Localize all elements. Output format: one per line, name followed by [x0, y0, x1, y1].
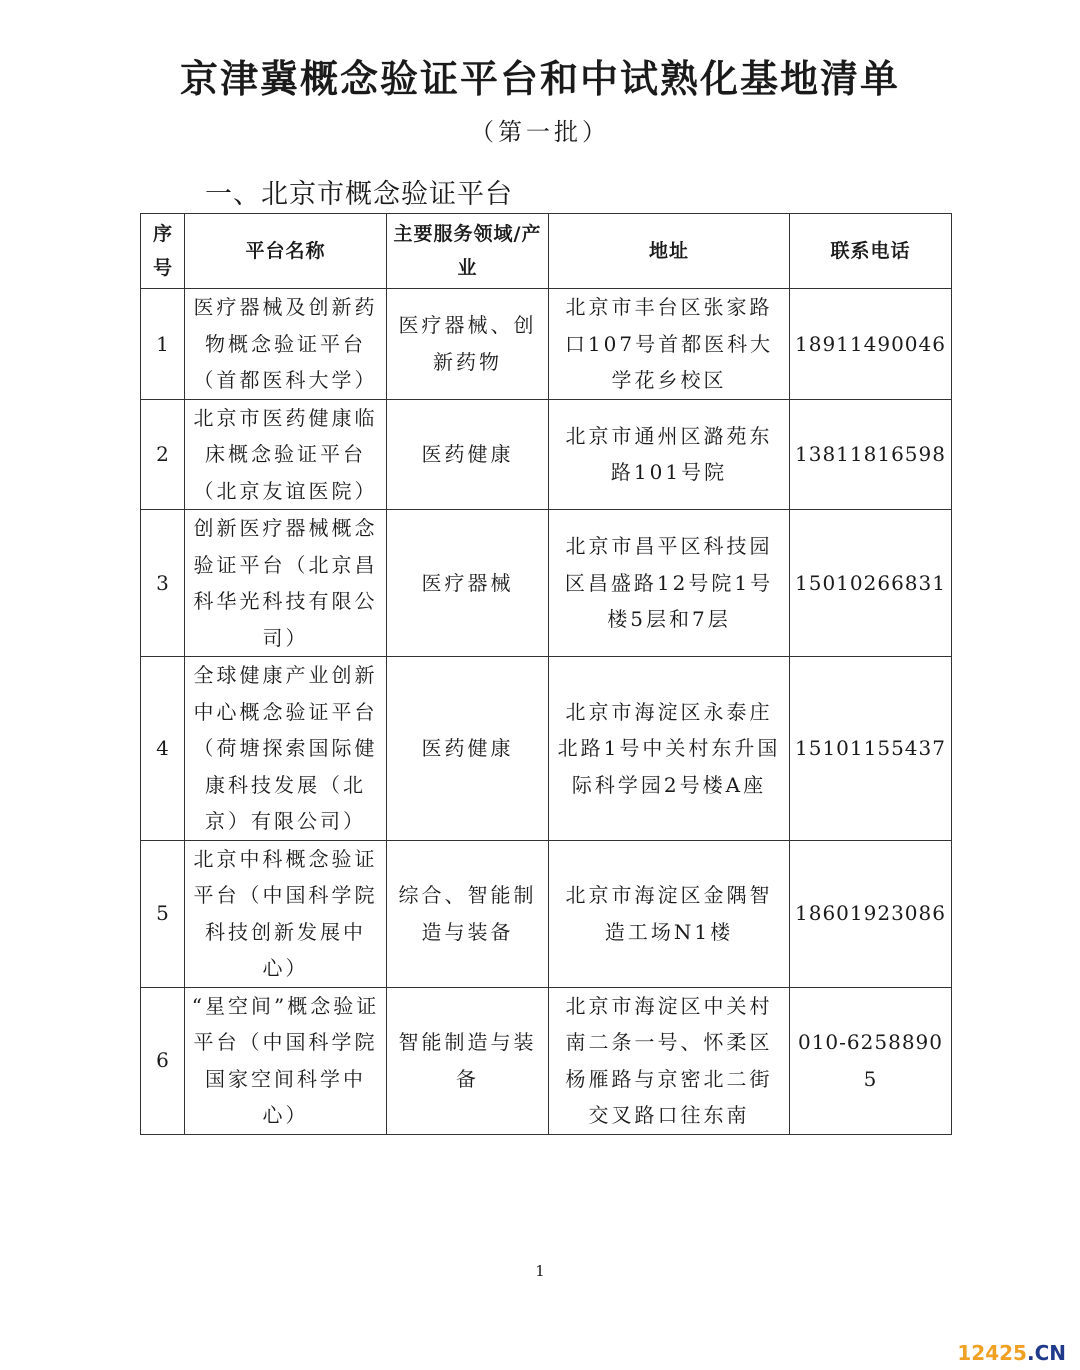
- header-name: 平台名称: [185, 214, 387, 289]
- row-address: 北京市海淀区金隅智造工场N1楼: [549, 840, 790, 987]
- table-row: [141, 399, 952, 510]
- table-row: [141, 289, 952, 400]
- row-address: 北京市通州区潞苑东路101号院: [549, 399, 790, 510]
- row-address: 北京市海淀区中关村南二条一号、怀柔区杨雁路与京密北二街交叉路口往东南: [549, 987, 790, 1134]
- page-number: 1: [535, 1262, 545, 1280]
- row-address: 北京市海淀区永泰庄北路1号中关村东升国际科学园2号楼A座: [549, 657, 790, 841]
- header-field: 主要服务领域/产业: [387, 214, 549, 289]
- row-address: 北京市丰台区张家路口107号首都医科大学花乡校区: [549, 289, 790, 400]
- table-row: [141, 510, 952, 657]
- table-row: [141, 657, 952, 841]
- row-address: 北京市昌平区科技园区昌盛路12号院1号楼5层和7层: [549, 510, 790, 657]
- row-field: 智能制造与装备: [387, 987, 549, 1134]
- section-heading: 一、北京市概念验证平台: [205, 179, 513, 210]
- row-field: 医药健康: [387, 657, 549, 841]
- row-no: 1: [141, 289, 185, 400]
- row-no: 5: [141, 840, 185, 987]
- row-field: 医药健康: [387, 399, 549, 510]
- row-no: 3: [141, 510, 185, 657]
- row-phone: 13811816598: [790, 399, 952, 510]
- row-field: 医疗器械: [387, 510, 549, 657]
- header-phone: 联系电话: [790, 214, 952, 289]
- header-no: 序号: [141, 214, 185, 289]
- document-subtitle: （第一批）: [470, 118, 610, 146]
- row-phone: 15101155437: [790, 657, 952, 841]
- site-watermark: [957, 1341, 1066, 1365]
- row-field: 医疗器械、创新药物: [387, 289, 549, 400]
- row-field: 综合、智能制造与装备: [387, 840, 549, 987]
- row-phone: 18601923086: [790, 840, 952, 987]
- row-name: 创新医疗器械概念验证平台（北京昌科华光科技有限公司）: [185, 510, 387, 657]
- header-address: 地址: [549, 214, 790, 289]
- row-name: “星空间”概念验证平台（中国科学院国家空间科学中心）: [185, 987, 387, 1134]
- row-name: 北京市医药健康临床概念验证平台（北京友谊医院）: [185, 399, 387, 510]
- row-name: 医疗器械及创新药物概念验证平台（首都医科大学）: [185, 289, 387, 400]
- row-phone: 18911490046: [790, 289, 952, 400]
- row-phone: 010-62588905: [790, 987, 952, 1134]
- platform-table: [140, 213, 952, 1135]
- table-header-row: [141, 214, 952, 289]
- document-title: 京津冀概念验证平台和中试熟化基地清单: [179, 57, 900, 101]
- table-row: [141, 840, 952, 987]
- watermark-domain: .CN: [1026, 1341, 1066, 1365]
- watermark-number: 12425: [957, 1341, 1027, 1365]
- table-row: [141, 987, 952, 1134]
- row-no: 6: [141, 987, 185, 1134]
- row-no: 4: [141, 657, 185, 841]
- row-name: 北京中科概念验证平台（中国科学院科技创新发展中心）: [185, 840, 387, 987]
- row-no: 2: [141, 399, 185, 510]
- row-phone: 15010266831: [790, 510, 952, 657]
- row-name: 全球健康产业创新中心概念验证平台（荷塘探索国际健康科技发展（北京）有限公司）: [185, 657, 387, 841]
